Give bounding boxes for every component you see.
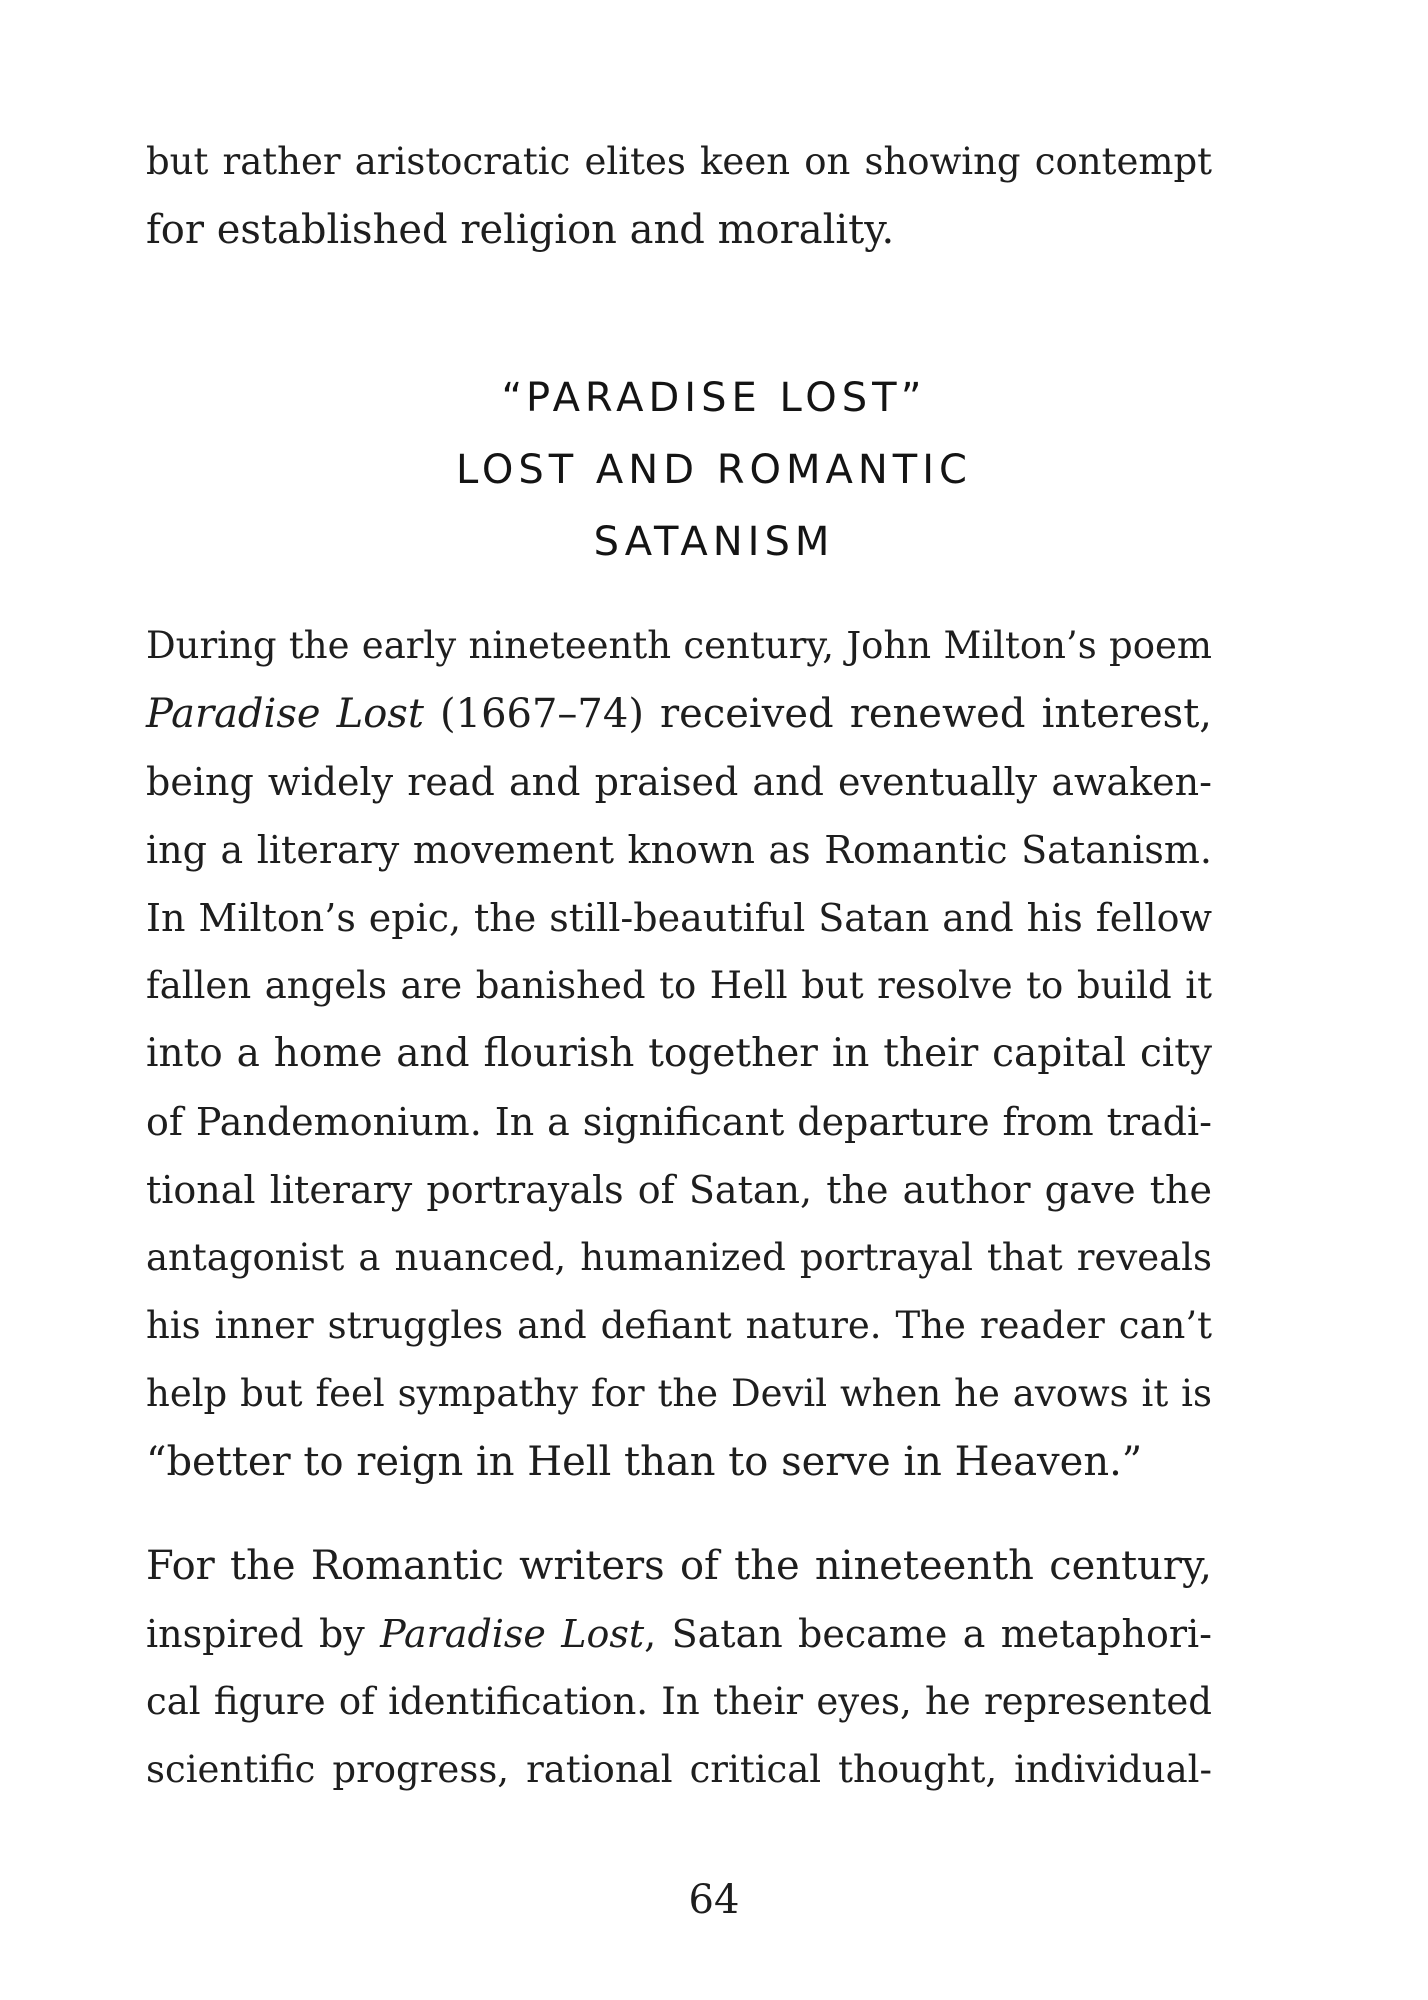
paragraph-1-line-4: ing a literary movement known as Romantic Satanism. [146, 828, 1212, 872]
paragraph-2-line-3: cal figure of identification. In their eyes, he represented [146, 1680, 1212, 1723]
paragraph-2-line-4: scientific progress, rational critical thought, individual- [146, 1748, 1212, 1791]
paragraph-1-line-12: help but feel sympathy for the Devil when he avows it is [146, 1372, 1212, 1415]
paragraph-1-line-7: into a home and flourish together in their capital city [146, 1031, 1212, 1076]
paragraph-1-line-9: tional literary portrayals of Satan, the author gave the [146, 1168, 1212, 1212]
paragraph-1-line-11: his inner struggles and defiant nature. The reader can’t [146, 1304, 1212, 1347]
paragraph-1-line-3: being widely read and praised and eventually awaken- [146, 760, 1212, 804]
paragraph-2-line-2-rest: , Satan became a metaphori- [644, 1612, 1212, 1656]
paragraph-1-line-5: In Milton’s epic, the still-beautiful Satan and his fellow [146, 896, 1212, 940]
paragraph-1-line-2-rest: (1667–74) received renewed interest, [423, 691, 1212, 737]
paragraph-2-line-2 [146, 1600, 1212, 1668]
paragraph-2-line-1: For the Romantic writers of the nineteenth century, [146, 1543, 1212, 1589]
paragraph-1-line-10: antagonist a nuanced, humanized portrayal that reveals [146, 1236, 1212, 1279]
paragraph-1-line-2 [146, 680, 1212, 748]
book-title-italic: Paradise Lost [380, 1612, 645, 1656]
paragraph-1-line-13: “better to reign in Hell than to serve in Heaven.” [146, 1439, 1143, 1485]
section-heading-line-1: “PARADISE LOST” [501, 375, 927, 421]
top-paragraph-line-1: but rather aristocratic elites keen on showing contempt [146, 140, 1212, 183]
paragraph-1-line-1: During the early nineteenth century, John Milton’s poem [146, 624, 1212, 667]
paragraph-1-line-8: of Pandemonium. In a significant departure from tradi- [146, 1100, 1212, 1144]
top-paragraph-line-2: for established religion and morality. [146, 207, 895, 253]
section-heading-line-3: SATANISM [593, 519, 835, 565]
paragraph-1-line-6: fallen angels are banished to Hell but resolve to build it [146, 964, 1212, 1007]
book-title-italic: Paradise Lost [146, 691, 424, 737]
section-heading-line-2: LOST AND ROMANTIC [456, 447, 972, 493]
paragraph-2-line-2-pre: inspired by [146, 1612, 381, 1656]
page-number: 64 [688, 1877, 740, 1923]
